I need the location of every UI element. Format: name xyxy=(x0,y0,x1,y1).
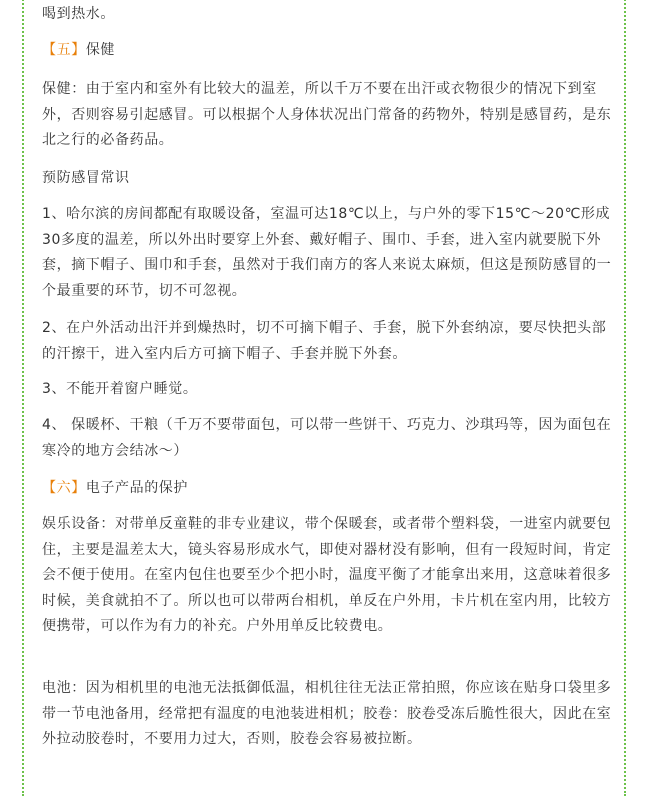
paragraph-battery: 电池：因为相机里的电池无法抵御低温，相机往往无法正常拍照，你应该在贴身口袋里多带一节电池备用，经常把有温度的电池装进相机；胶卷：胶卷受冻后脆性很大，因此在室外拉动胶卷时，不要用力过大，否则，胶卷会容易被拉断。 xyxy=(42,680,612,747)
paragraph-tip-1: 1、哈尔滨的房间都配有取暖设备，室温可达18℃以上，与户外的零下15℃～20℃形成30多度的温差，所以外出时要穿上外套、戴好帽子、围巾、手套，进入室内就要脱下外套，摘下帽子、围巾和手套，虽然对于我们南方的客人来说太麻烦，但这是预防感冒的一个最重要的环节，切不可忽视。 xyxy=(42,206,612,299)
paragraph-tip-2: 2、在户外活动出汗并到燥热时，切不可摘下帽子、手套，脱下外套纳凉，要尽快把头部的汗擦干，进入室内后方可摘下帽子、手套并脱下外套。 xyxy=(42,320,607,362)
paragraph-health: 保健：由于室内和室外有比较大的温差，所以千万不要在出汗或衣物很少的情况下到室外，否则容易引起感冒。可以根据个人身体状况出门常备的药物外，特别是感冒药，是东北之行的必备药品。 xyxy=(42,81,612,148)
section-title: 保健 xyxy=(85,42,116,58)
section-title: 电子产品的保护 xyxy=(85,480,189,496)
paragraph-tip-3: 3、不能开着窗户睡觉。 xyxy=(42,381,198,397)
paragraph-cold-prevention-title: 预防感冒常识 xyxy=(42,170,130,186)
paragraph-hot-water: 喝到热水。 xyxy=(42,6,115,22)
section-number: 【六】 xyxy=(42,480,86,496)
paragraph-tip-4: 4、 保暖杯、干粮（千万不要带面包，可以带一些饼干、巧克力、沙琪玛等，因为面包在寒冷的地方会结冰～） xyxy=(42,417,612,459)
paragraph-entertainment-devices: 娱乐设备：对带单反童鞋的非专业建议，带个保暖套，或者带个塑料袋，一进室内就要包住，主要是温差太大，镜头容易形成水气，即使对器材没有影响，但有一段短时间，肯定会不便于使用。在室内包住也要至少个把小时，温度平衡了才能拿出来用，这意味着很多时候，美食就拍不了。所以也可以带两台相机，单反在户外用，卡片机在室内用，比较方便携带，可以作为有力的补充。户外用单反比较费电。 xyxy=(42,516,612,634)
section-heading-electronics xyxy=(42,476,612,502)
section-number: 【五】 xyxy=(42,42,86,58)
section-heading-health xyxy=(42,38,612,64)
